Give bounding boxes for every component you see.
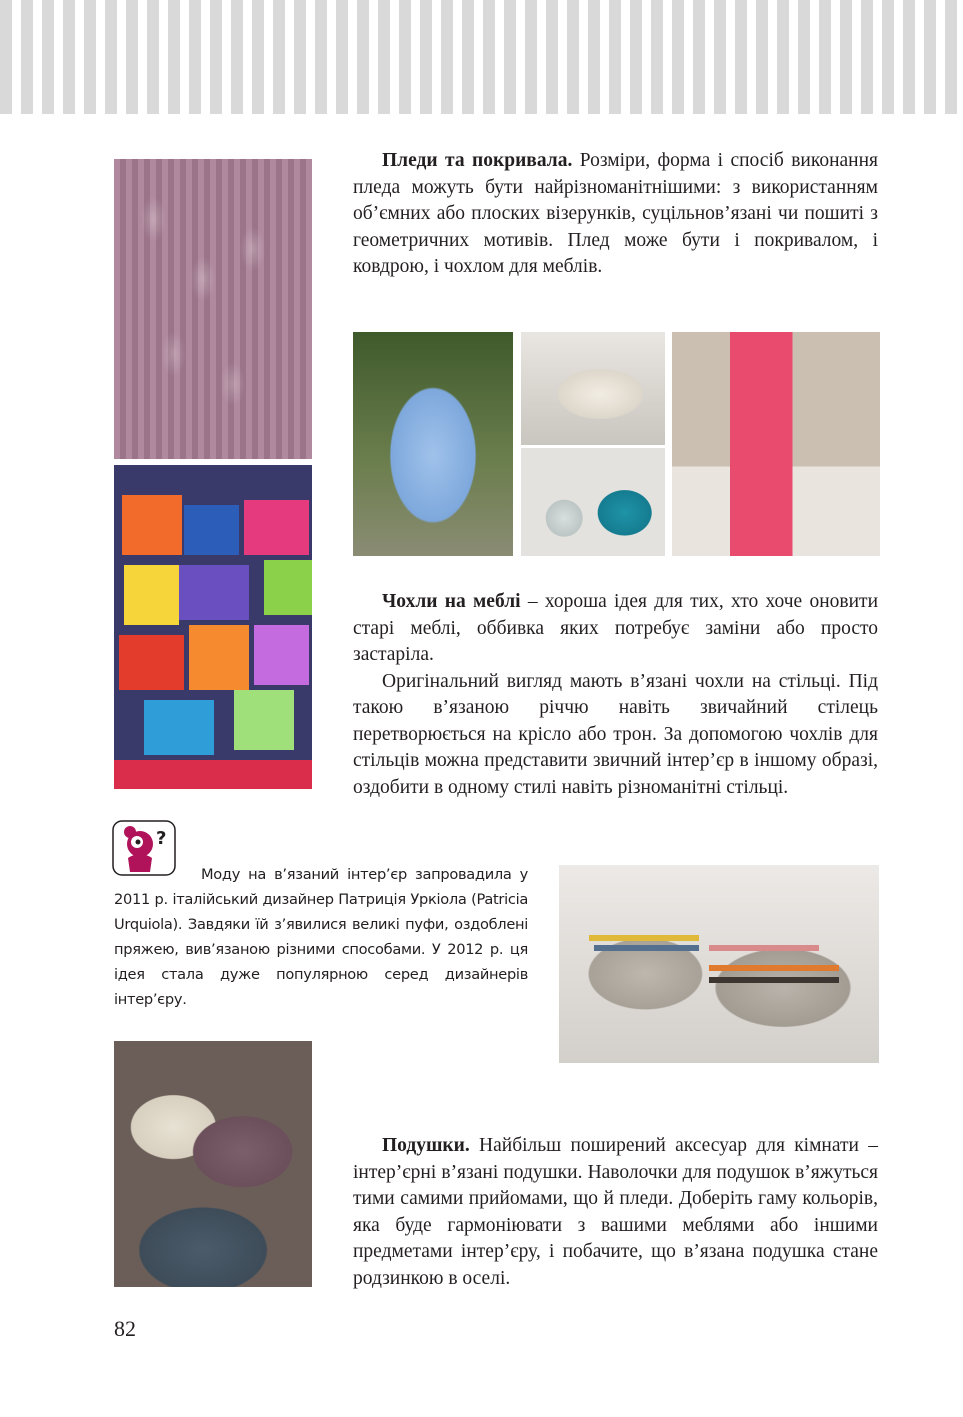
fashion-note: [114, 862, 528, 1012]
white-knitted-bowl-photo: [521, 332, 665, 445]
covers-text: – хороша ідея для тих, хто хоче оновити старі меблі, оббивка яких потребує заміни або просто застаріла.: [353, 591, 878, 665]
knitted-blanket-photo: [114, 159, 312, 459]
pouf-stripe-yellow: [589, 935, 699, 941]
header-stripes: [0, 0, 963, 114]
pillows-heading: Подушки.: [382, 1135, 470, 1156]
pouf-stripe-orange: [709, 965, 839, 971]
throws-heading: Пледи та покривала.: [382, 150, 573, 171]
pouf-stripe-dark: [709, 977, 839, 983]
knitted-poufs-photo: [521, 448, 665, 556]
covers-heading: Чохли на меблі: [382, 591, 521, 612]
fashion-note-text: Моду на в’язаний інтер’єр запровадила у 2011 р. італійський дизайнер Патриція Уркіола (Patricia Urquiola). Завдяки їй з’явилися великі пуфи, оздоблені пряжею, вив’язаною різними способами. У 2012 р. ця ідея стала дуже популярною серед дизайнерів інтер’єру.: [114, 866, 528, 1008]
covers-text-2: Оригінальний вигляд мають в’язані чохли на стільці. Під такою в’язаною річчю навіть звичайний стілець перетворюється на крісло або трон. За допомогою чохлів для стільців можна представити звичний інтер’єр в іншому образі, оздобити в одному стилі навіть різноманітні стільці.: [353, 670, 878, 798]
pouf-stripe-pink: [709, 945, 819, 951]
covers-paragraph: [353, 589, 878, 801]
throws-text: Розміри, форма і спосіб виконання пледа можуть бути найрізноманітнішими: з використанням об’ємних або плоских візерунків, суцільнов’язані чи пошиті з геометричних мотивів. Плед може бути і покривалом, і ковдрою, і чохлом для меблів.: [353, 150, 879, 277]
throws-paragraph: [353, 148, 878, 281]
blue-chair-cover-photo: [353, 332, 513, 556]
pillows-paragraph: [353, 1133, 878, 1292]
striped-poufs-photo: [559, 865, 879, 1063]
page-number: 82: [114, 1316, 136, 1341]
knitted-cushions-photo: [114, 1041, 312, 1287]
pouf-stripe-blue: [594, 945, 699, 951]
pink-chair-cover-photo: [672, 332, 880, 556]
svg-text:?: ?: [156, 828, 167, 849]
puzzle-blanket-photo: [114, 465, 312, 789]
pillows-text: Найбільш поширений аксесуар для кімнати – інтер’єрні в’язані подушки. Наволочки для подушок в’яжуться тими самими прийомами, що й пледи. Доберіть гаму кольорів, яка буде гармоніювати з вашими меблями або іншими предметами інтер’єру, і побачите, що в’язана подушка стане родзинкою в оселі.: [353, 1135, 878, 1289]
